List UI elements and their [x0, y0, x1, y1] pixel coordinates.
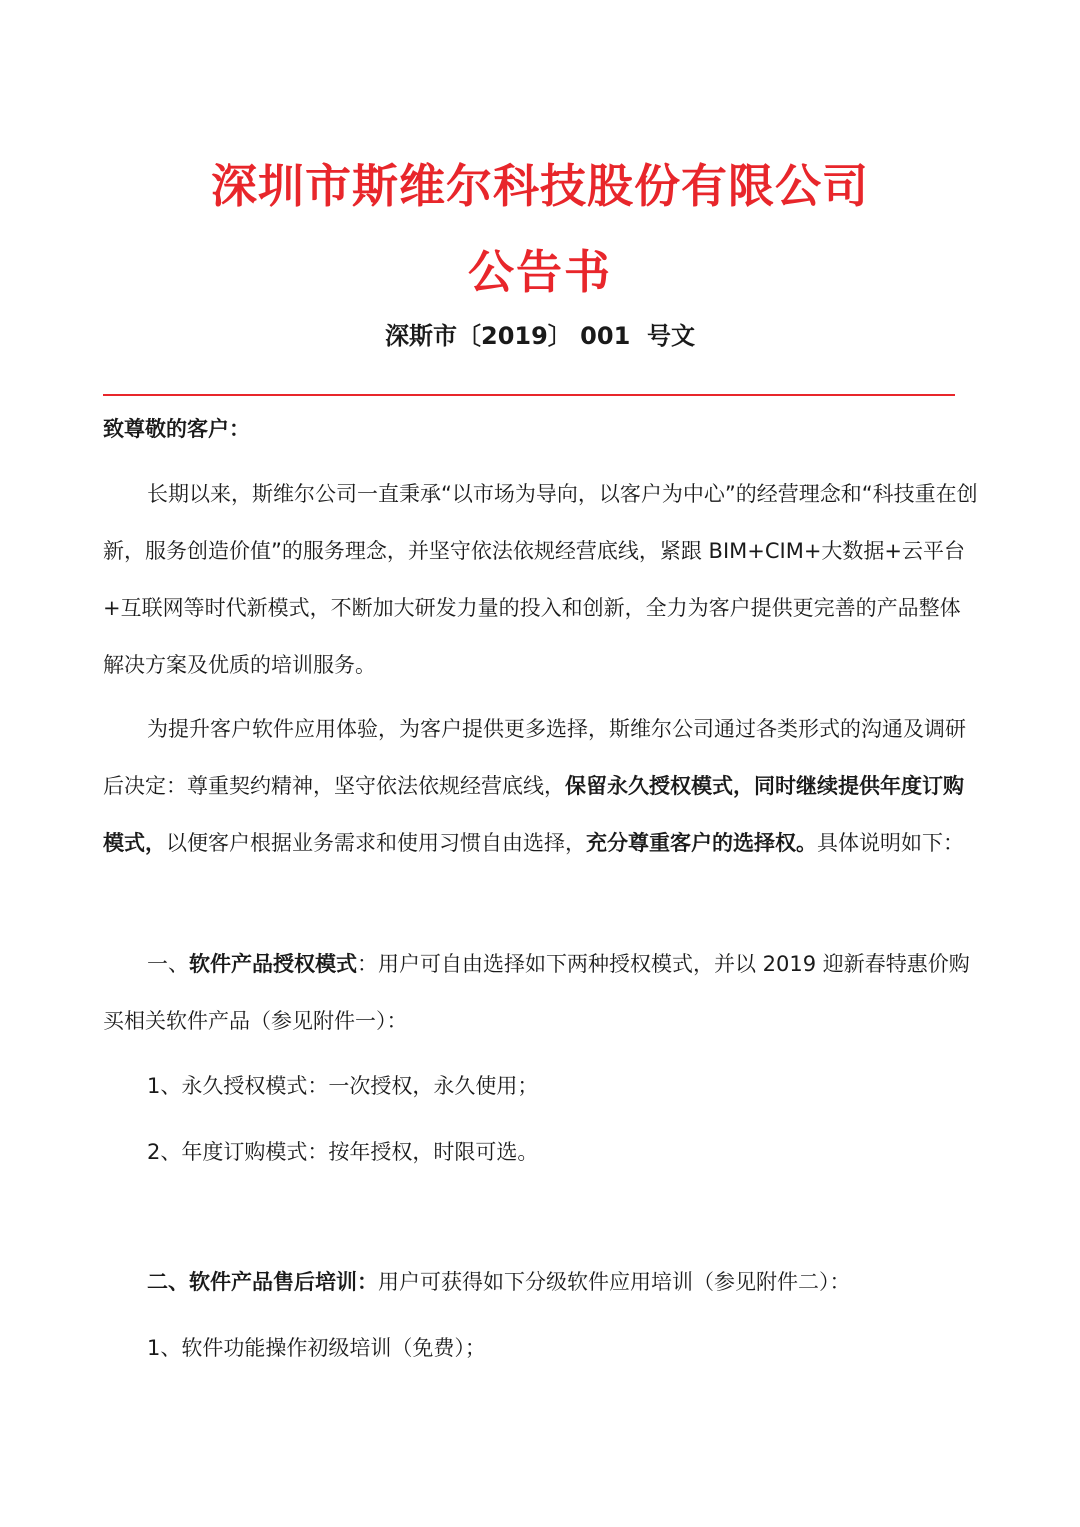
section1-text: ：用户可自由选择如下两种授权模式，并以 2019 迎新春特惠价购买相关软件产品（参见附件一）：: [103, 952, 970, 1033]
red-divider-line: [103, 394, 955, 396]
paragraph-intro: 长期以来，斯维尔公司一直秉承“以市场为导向，以客户为中心”的经营理念和“科技重在创新，服务创造价值”的服务理念，并坚守依法依规经营底线，紧跟 BIM+CIM+大数据+云平台+互联网等时代新模式，不断加大研发力量的投入和创新，全力为客户提供更完善的产品整体解决方案及优质的培训服务。: [103, 482, 978, 677]
company-name: 深圳市斯维尔科技股份有限公司: [211, 159, 869, 213]
section1-prefix: 一、: [147, 952, 189, 976]
list-item: 1、永久授权模式：一次授权，永久使用；: [147, 1074, 539, 1098]
greeting: 致尊敬的客户：: [103, 417, 250, 441]
section2-heading: 二、软件产品售后培训：: [147, 1270, 378, 1294]
decision-text-2: 以便客户根据业务需求和使用习惯自由选择，: [166, 831, 586, 855]
section-license-mode: [103, 936, 979, 1050]
section-after-sales-training: [103, 1254, 979, 1311]
notice-title: 公告书: [468, 245, 612, 299]
decision-text-1: 为提升客户软件应用体验，为客户提供更多选择，斯维尔公司通过各类形式的沟通及调研后决定：尊重契约精神，坚守依法依规经营底线，: [103, 717, 966, 798]
list-item: 1、软件功能操作初级培训（免费）；: [147, 1336, 486, 1360]
paragraph-decision: [103, 701, 979, 872]
decision-bold-1: 保留永久授权模式，同时继续提供年度订购模式，: [103, 774, 964, 855]
section2-text: 用户可获得如下分级软件应用培训（参见附件二）：: [378, 1270, 851, 1294]
decision-text-3: 具体说明如下：: [817, 831, 964, 855]
document-number: 深斯市〔2019〕 001 号文: [385, 322, 695, 350]
section1-heading: 软件产品授权模式: [189, 952, 357, 976]
decision-bold-2: 充分尊重客户的选择权。: [586, 831, 817, 855]
list-item: 2、年度订购模式：按年授权，时限可选。: [147, 1140, 539, 1164]
